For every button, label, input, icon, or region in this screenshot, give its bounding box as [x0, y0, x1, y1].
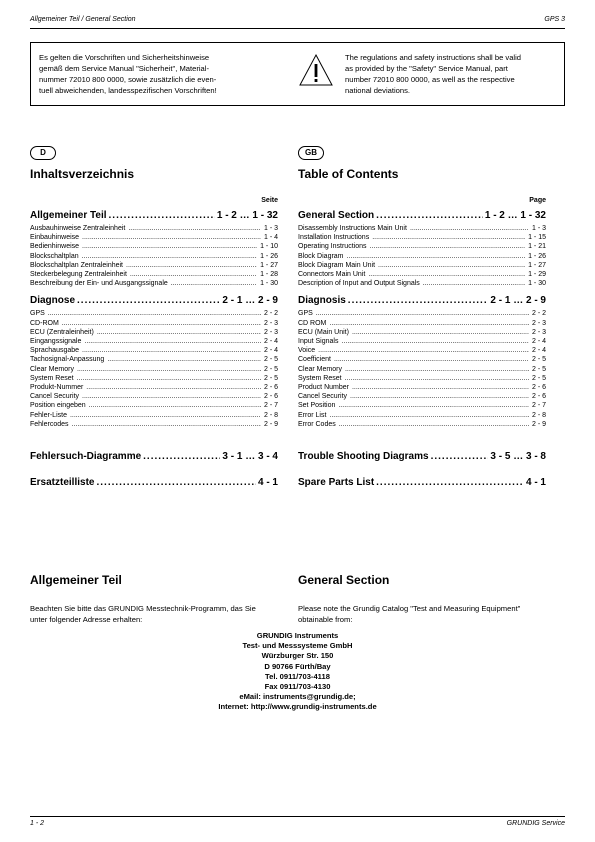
toc-section-title: Spare Parts List [298, 477, 375, 488]
toc-entry [30, 319, 278, 328]
toc-entry-label: Voice [298, 347, 316, 355]
toc-entry-label: System Reset [30, 374, 74, 382]
toc-title-gb: Table of Contents [298, 167, 399, 181]
toc-entry-page: 1 - 27 [528, 261, 546, 269]
general-paragraph-de [30, 603, 280, 625]
toc-entry [30, 346, 278, 355]
toc-entry-label: Blockschaltplan [30, 252, 79, 260]
page-column-label-de: Seite [261, 197, 278, 204]
toc-entry [30, 392, 278, 401]
toc-entry-page: 1 - 3 [263, 225, 278, 232]
toc-title-de: Inhaltsverzeichnis [30, 167, 135, 181]
toc-entry-label: Steckerbelegung Zentraleinheit [30, 271, 127, 279]
toc-section [30, 210, 278, 288]
text-line: unter folgender Adresse erhalten: [30, 615, 143, 624]
toc-entry-page: 1 - 29 [528, 271, 546, 279]
toc-entry [298, 319, 546, 328]
toc-section-heading [298, 295, 546, 306]
toc-entry-page: 1 - 26 [260, 252, 278, 260]
toc-entry-label: Operating Instructions [298, 243, 367, 251]
toc-entry [30, 279, 278, 288]
toc-entry [30, 233, 278, 242]
toc-entry-label: CD ROM [298, 319, 327, 327]
toc-entry-label: Error Codes [298, 420, 336, 428]
toc-entry-page: 2 - 4 [531, 338, 546, 346]
toc-entry-label: Disassembly Instructions Main Unit [298, 225, 407, 232]
toc-entry-label: Bedienhinweise [30, 243, 80, 251]
toc-section-title: Diagnosis [298, 295, 346, 307]
toc-entry [298, 355, 546, 364]
toc-entry-label: GPS [30, 310, 45, 318]
toc-entry-page: 2 - 5 [531, 374, 546, 382]
toc-entry [298, 279, 546, 288]
toc-entry-page: 1 - 21 [528, 243, 546, 251]
toc-section [298, 451, 546, 465]
general-section-title-gb: General Section [298, 573, 390, 587]
toc-de [30, 210, 278, 436]
toc-section-pages: 1 - 2 … 1 - 32 [216, 210, 278, 221]
toc-entry-label: Position eingeben [30, 402, 86, 410]
toc-section-title: Trouble Shooting Diagrams [298, 451, 429, 462]
toc-entry [30, 355, 278, 364]
toc-entry-page: 1 - 30 [260, 280, 278, 288]
toc-entry-page: 1 - 27 [260, 261, 278, 269]
address-street: Würzburger Str. 150 [261, 651, 334, 661]
toc-entry [298, 328, 546, 337]
toc-section-heading [30, 210, 278, 221]
address-website: Internet: http://www.grundig-instruments.de [218, 702, 377, 712]
toc-entry-label: Einbauhinweise [30, 234, 80, 242]
toc-section [298, 295, 546, 429]
toc-entry-page: 2 - 7 [263, 402, 278, 410]
text-line: Beachten Sie bitte das GRUNDIG Messtechnik-Programm, das Sie [30, 604, 256, 613]
address-fax: Fax 0911/703-4130 [264, 682, 331, 692]
text-line: Es gelten die Vorschriften und Sicherheitshinweise [39, 53, 210, 62]
toc-entry-page: 2 - 5 [263, 374, 278, 382]
toc-entry-page: 2 - 5 [531, 365, 546, 373]
toc-section-heading [298, 477, 546, 488]
footer-brand: GRUNDIG Service [506, 820, 565, 827]
toc-entry-label: Description of Input and Output Signals [298, 280, 420, 288]
address-city: D 90766 Fürth/Bay [264, 661, 331, 671]
toc-entry-page: 2 - 3 [531, 328, 546, 336]
toc-entry-page: 2 - 8 [531, 411, 546, 419]
toc-entry [298, 309, 546, 318]
header-section-title: Allgemeiner Teil / General Section [30, 16, 136, 23]
toc-entry-label: GPS [298, 310, 313, 318]
toc-entry-label: ECU (Main Unit) [298, 328, 349, 336]
toc-entry-page: 2 - 6 [263, 384, 278, 392]
page-number: 1 - 2 [30, 820, 45, 827]
toc-entry [30, 337, 278, 346]
toc-entry-label: Ausbauhinweise Zentraleinheit [30, 225, 126, 232]
toc-entry-label: Eingangssignale [30, 338, 82, 346]
toc-section-heading [30, 295, 278, 306]
address-division: Test- und Messsysteme GmbH [242, 641, 353, 651]
toc-entry [30, 401, 278, 410]
toc-entry-label: Coefficient [298, 356, 331, 364]
toc-entry-page: 1 - 30 [528, 280, 546, 288]
toc-entry-page: 2 - 3 [531, 319, 546, 327]
text-line: nummer 72010 800 0000, sowie zusätzlich die even- [39, 75, 217, 84]
toc-entry-page: 2 - 5 [531, 356, 546, 364]
toc-entry [30, 242, 278, 251]
toc-entry-page: 2 - 7 [531, 402, 546, 410]
toc-entry-page: 2 - 2 [263, 310, 278, 318]
toc-entry-label: ECU (Zentraleinheit) [30, 328, 94, 336]
toc-entry-label: Cancel Security [298, 393, 348, 401]
toc-entry-page: 2 - 3 [263, 319, 278, 327]
toc-section-title: Ersatzteilliste [30, 477, 95, 488]
toc-entry-page: 2 - 9 [531, 420, 546, 428]
toc-entry-page: 2 - 8 [263, 411, 278, 419]
toc-entry [298, 252, 546, 261]
toc-entry [298, 383, 546, 392]
text-line: gemäß dem Service Manual "Sicherheit", Material- [39, 64, 209, 73]
toc-entry [298, 233, 546, 242]
toc-entry-label: Sprachausgabe [30, 347, 80, 355]
toc-section-title: Diagnose [30, 295, 76, 307]
toc-entry [298, 270, 546, 279]
toc-section [30, 477, 278, 491]
toc-section [30, 451, 278, 465]
language-badge-de: D [30, 146, 56, 160]
toc-entry-label: Fehlercodes [30, 420, 69, 428]
toc-entry-label: Input Signals [298, 338, 339, 346]
toc-entry-page: 1 - 3 [531, 225, 546, 232]
address-phone: Tel. 0911/703-4118 [265, 671, 330, 681]
toc-entry-page: 2 - 6 [531, 384, 546, 392]
toc-entry [298, 337, 546, 346]
page-footer [30, 816, 565, 827]
toc-entry-label: System Reset [298, 374, 342, 382]
toc-entry [298, 411, 546, 420]
header-model: GPS 3 [544, 16, 565, 23]
safety-notice-box [30, 42, 565, 106]
toc-entry-label: Blockschaltplan Zentraleinheit [30, 261, 123, 269]
toc-entry [30, 309, 278, 318]
toc-entry [30, 261, 278, 270]
toc-section-title: Allgemeiner Teil [30, 210, 107, 221]
toc-entry-page: 2 - 3 [263, 328, 278, 336]
toc-section [30, 295, 278, 429]
toc-section-pages: 2 - 1 … 2 - 9 [490, 295, 546, 307]
toc-entry-page: 2 - 5 [263, 356, 278, 364]
text-line: national deviations. [345, 86, 411, 95]
toc-entry [30, 420, 278, 429]
toc-entry [30, 374, 278, 383]
toc-entry [30, 365, 278, 374]
toc-section-pages: 4 - 1 [525, 477, 546, 488]
toc-entry [30, 252, 278, 261]
toc-section-pages: 3 - 1 … 3 - 4 [222, 451, 278, 462]
toc-entry-label: Block Diagram [298, 252, 344, 260]
toc-entry [30, 224, 278, 233]
toc-entry [298, 420, 546, 429]
toc-section-heading [298, 451, 546, 462]
toc-entry [298, 261, 546, 270]
toc-entry-label: Clear Memory [30, 365, 74, 373]
toc-section [298, 477, 546, 491]
text-line: tuell abweichenden, landesspezifischen Vorschriften! [39, 86, 217, 95]
toc-entry-page: 2 - 6 [531, 393, 546, 401]
toc-entry [298, 242, 546, 251]
toc-entry-label: Error List [298, 411, 327, 419]
toc-entry-label: Installation Instructions [298, 234, 370, 242]
toc-entry-label: CD-ROM [30, 319, 59, 327]
toc-entry-label: Cancel Security [30, 393, 80, 401]
toc-entry-page: 1 - 15 [528, 234, 546, 242]
toc-entry-page: 1 - 10 [260, 243, 278, 251]
address-company: GRUNDIG Instruments [256, 631, 339, 640]
toc-entry [30, 270, 278, 279]
toc-section-pages: 1 - 2 … 1 - 32 [484, 210, 546, 221]
toc-gb [298, 210, 546, 436]
toc-section-title: General Section [298, 210, 375, 221]
toc-section-title: Fehlersuch-Diagramme [30, 451, 142, 462]
toc-entry [30, 328, 278, 337]
text-line: Please note the Grundig Catalog "Test and Measuring Equipment" [298, 604, 521, 613]
toc-entry-page: 2 - 4 [263, 347, 278, 355]
toc-entry-label: Tachosignal-Anpassung [30, 356, 105, 364]
page-header [30, 14, 565, 29]
toc-entry [298, 224, 546, 233]
toc-entry-label: Product Number [298, 384, 349, 392]
page-column-label-gb: Page [529, 197, 546, 204]
address-email: eMail: instruments@grundig.de; [239, 692, 356, 702]
toc-entry-label: Set Position [298, 402, 336, 410]
toc-section [298, 210, 546, 288]
toc-entry-page: 1 - 26 [528, 252, 546, 260]
toc-entry-page: 1 - 28 [260, 271, 278, 279]
toc-entry [298, 346, 546, 355]
language-badge-gb: GB [298, 146, 324, 160]
toc-entry-page: 2 - 4 [531, 347, 546, 355]
warning-triangle-icon [298, 53, 334, 87]
toc-entry-label: Fehler-Liste [30, 411, 67, 419]
toc-entry-page: 2 - 9 [263, 420, 278, 428]
text-line: number 72010 800 0000, as well as the respective [345, 75, 515, 84]
toc-section-heading [30, 451, 278, 462]
toc-section-heading [30, 477, 278, 488]
toc-section-pages: 3 - 5 … 3 - 8 [490, 451, 546, 462]
toc-entry-page: 2 - 6 [263, 393, 278, 401]
toc-entry [30, 411, 278, 420]
toc-entry-label: Block Diagram Main Unit [298, 261, 376, 269]
toc-entry [298, 374, 546, 383]
toc-section-heading [298, 210, 546, 221]
toc-entry [298, 365, 546, 374]
general-section-title-de: Allgemeiner Teil [30, 573, 122, 587]
contact-address [0, 631, 595, 713]
toc-entry-label: Connectors Main Unit [298, 271, 366, 279]
text-line: obtainable from: [298, 615, 353, 624]
toc-entry-page: 1 - 4 [263, 234, 278, 242]
toc-section-pages: 4 - 1 [257, 477, 278, 488]
toc-entry-label: Produkt-Nummer [30, 384, 84, 392]
general-paragraph-gb [298, 603, 548, 625]
text-line: The regulations and safety instructions shall be valid [345, 53, 522, 62]
toc-entry-page: 2 - 5 [263, 365, 278, 373]
safety-notice-de [39, 52, 283, 96]
toc-entry [298, 401, 546, 410]
toc-entry-label: Clear Memory [298, 365, 342, 373]
toc-entry-page: 2 - 4 [263, 338, 278, 346]
toc-section-pages: 2 - 1 … 2 - 9 [222, 295, 278, 307]
text-line: as provided by the "Safety" Service Manual, part [345, 64, 508, 73]
toc-entry [298, 392, 546, 401]
toc-entry-page: 2 - 2 [531, 310, 546, 318]
safety-notice-en [345, 52, 559, 96]
toc-entry [30, 383, 278, 392]
toc-entry-label: Beschreibung der Ein- und Ausgangssignale [30, 280, 168, 288]
